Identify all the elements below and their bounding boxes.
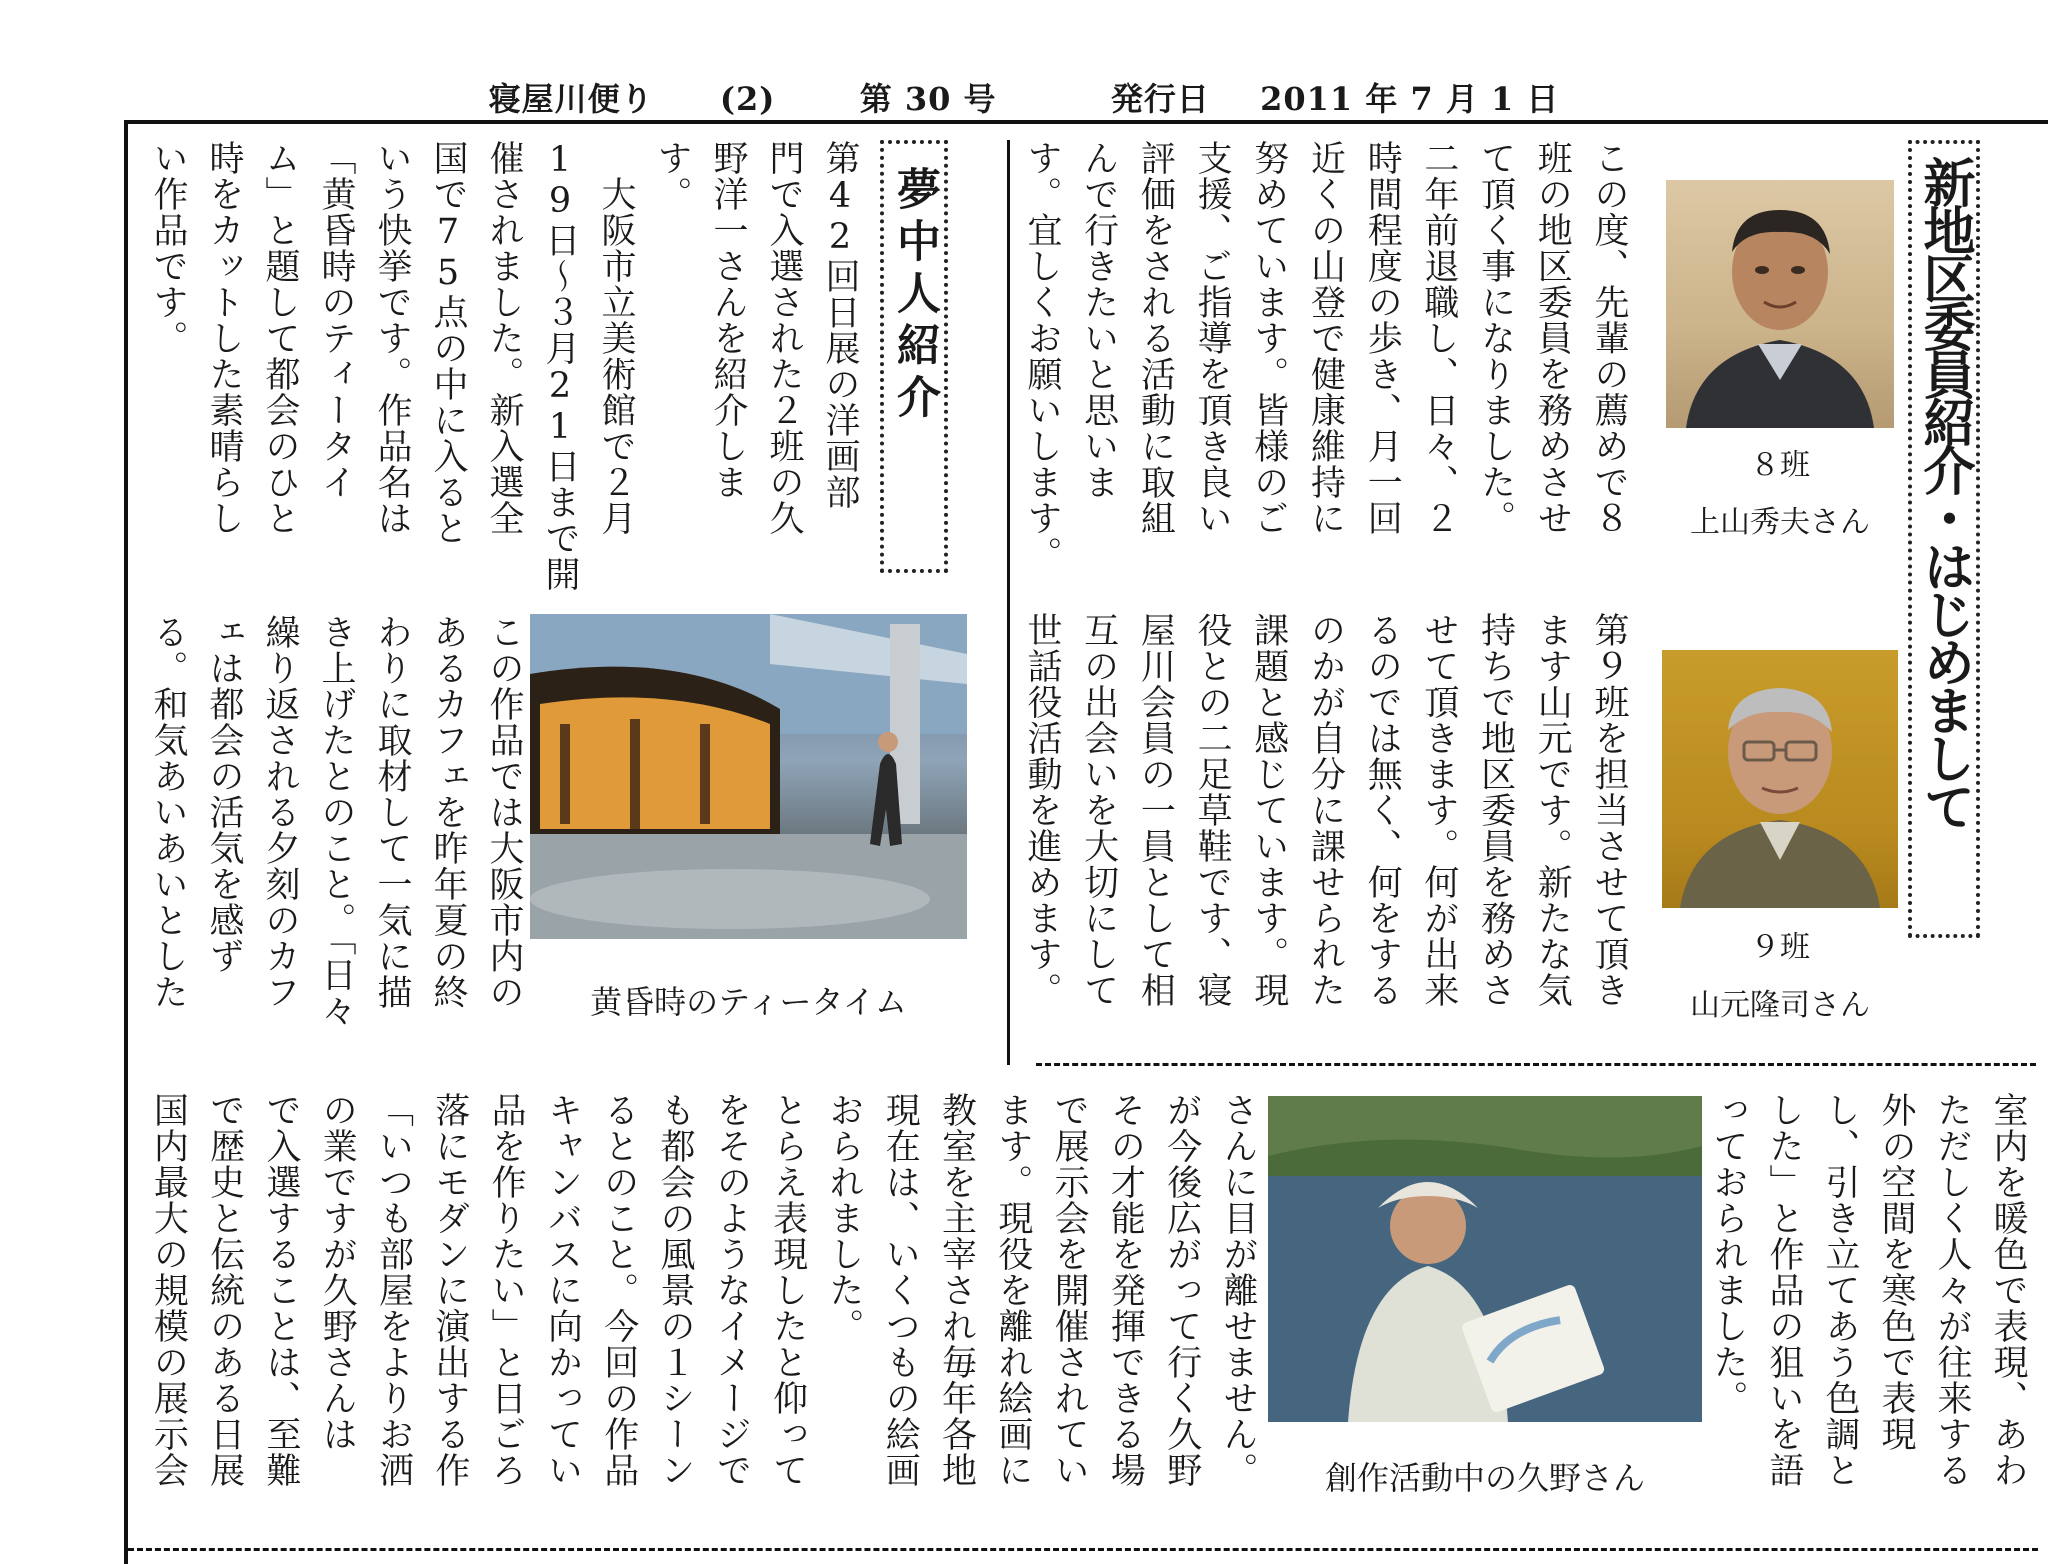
page-number: (2): [719, 80, 776, 118]
member1-introduction: この度、先輩の薦めで８ 班の地区委員を務めさせ て頂く事になりました。 二年前退職し、日々、２ 時間程度の歩き、月一回 近くの山登で健康維持に 努めています。皆様のご 支援、ご指導を頂き良い 評価をされる活動に取組 んで行きたいと思いま す。宜しくお願いします。: [1021, 140, 1629, 572]
publication-name: 寝屋川便り: [488, 80, 654, 118]
muchu-right-text: 室内を暖色で表現、あわ ただしく人々が往来する 外の空間を寒色で表現 し、引き立てあう色調と した」と作品の狙いを語 っておられました。: [1708, 1092, 2028, 1488]
new-members-heading-box: [1908, 140, 1980, 938]
muchu-bottom-text: さんに目が離せません。 が今後広がって行く久野 その才能を発揮できる場 で展示会を開催されてい ます。現役を離れ絵画に 教室を主宰され毎年各地 現在は、いくつもの絵画 おられました。 とらえ表現したと仰って をそのようなイメージで も都会の風景の１シーン るとのこと。今回の作品 キャンバスに向かってい 品を作りたい」と日ごろ 落にモダンに演出する作 「いつも部屋をよりお洒 の業ですが久野さんは で入選することは、至難 で歴史と伝統のある日展 国内最大の規模の展示会: [148, 1092, 1258, 1488]
photo-kuno-painting: [1268, 1096, 1702, 1422]
dashed-divider-upper: [1036, 1063, 2036, 1066]
member2-group: ９班: [1750, 930, 1810, 965]
member-photo-kamiyama: [1666, 180, 1894, 428]
cafe-painting-icon: [530, 614, 967, 939]
member2-name: 山元隆司さん: [1690, 988, 1870, 1023]
column-divider: [1007, 140, 1010, 1065]
member1-group: ８班: [1750, 448, 1810, 483]
new-members-heading: 新地区委員紹介・はじめまして: [1914, 156, 1975, 828]
artist-outdoors-icon: [1268, 1096, 1702, 1422]
issue-number: 第 30 号: [859, 80, 997, 118]
member2-introduction: 第９班を担当させて頂き ます山元です。新たな気 持ちで地区委員を務めさ せて頂きます。何が出来 るのでは無く、何をする のかが自分に課せられた 課題と感じています。現 役との二足草鞋です、寝 屋川会員の一員として相 互の出会いを大切にして 世話役活動を進めます。: [1021, 612, 1629, 1008]
issue-date-label: 発行日: [1110, 80, 1210, 118]
member-photo-yamamoto: [1662, 650, 1898, 908]
muchu-heading: 夢中人紹介: [889, 166, 940, 426]
issue-date: 2011 年 7 月 1 日: [1260, 80, 1560, 118]
muchu-intro-text: 第42回日展の洋画部 門で入選された２班の久 野洋一さんを紹介しま す。 大阪市立美術館で２月 19日～３月21日まで開 催されました。新入選全 国で75点の中に入ると いう快挙です。作品名は 「黄昏時のティータイ ム」と題して都会のひと 時をカットした素晴らし い作品です。: [148, 140, 860, 592]
photo-caption-kuno: 創作活動中の久野さん: [1324, 1459, 1645, 1497]
frame-left-line: [124, 120, 128, 1564]
dashed-divider-bottom: [128, 1548, 2038, 1551]
person-portrait-icon: [1666, 180, 1894, 428]
frame-top-line: [124, 120, 2048, 124]
painting-caption: 黄昏時のティータイム: [590, 983, 907, 1021]
muchu-heading-box: [880, 140, 948, 573]
page-header: [0, 74, 2048, 120]
painting-description: この作品では大阪市内の あるカフェを昨年夏の終 わりに取材して一気に描 き上げたとのこと。「日々 繰り返される夕刻のカフ ェは都会の活気を感ず る。和気あいあいとした: [148, 614, 524, 1029]
painting-twilight-tea-time: [530, 614, 967, 939]
member1-name: 上山秀夫さん: [1690, 505, 1870, 540]
person-portrait-icon: [1662, 650, 1898, 908]
